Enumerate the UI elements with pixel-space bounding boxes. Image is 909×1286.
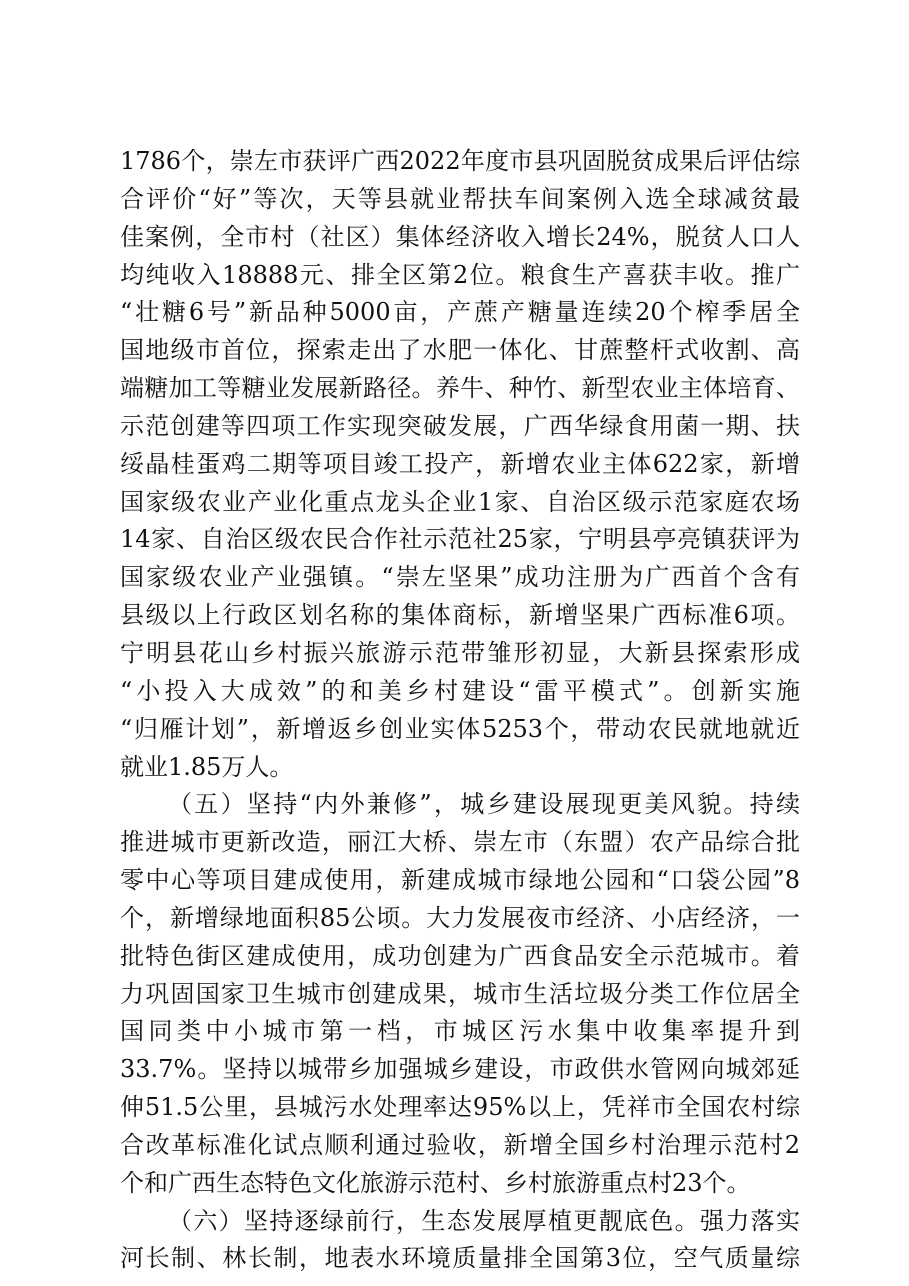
- section-heading-line: （六）坚持逐绿前行，生态发展厚植更靓底色。强力落实: [168, 1206, 800, 1235]
- text-line: 佳案例，全市村（社区）集体经济收入增长24%，脱贫人口人: [120, 222, 800, 251]
- paragraph-2: [120, 786, 800, 1202]
- paragraph-3: [120, 1203, 800, 1279]
- text-line: 国家级农业产业强镇。“崇左坚果”成功注册为广西首个含有: [120, 563, 800, 592]
- text-line: 推进城市更新改造，丽江大桥、崇左市（东盟）农产品综合批: [120, 828, 800, 857]
- text-line: 个和广西生态特色文化旅游示范村、乡村旅游重点村23个。: [120, 1168, 751, 1197]
- text-line: 国家级农业产业化重点龙头企业1家、自治区级示范家庭农场: [120, 487, 800, 516]
- section-heading-line: （五）坚持“内外兼修”，城乡建设展现更美风貌。持续: [168, 790, 800, 819]
- text-line: “小投入大成效”的和美乡村建设“雷平模式”。创新实施: [120, 676, 800, 705]
- text-line: 国地级市首位，探索走出了水肥一体化、甘蔗整杆式收割、高: [120, 336, 800, 365]
- text-line: 端糖加工等糖业发展新路径。养牛、种竹、新型农业主体培育、: [120, 374, 800, 403]
- text-line: 1786个，崇左市获评广西2022年度市县巩固脱贫成果后评估综: [120, 147, 800, 175]
- text-line: 力巩固国家卫生城市创建成果，城市生活垃圾分类工作位居全: [120, 979, 800, 1008]
- text-line: 宁明县花山乡村振兴旅游示范带雏形初显，大新县探索形成: [120, 638, 800, 667]
- text-line: 国同类中小城市第一档，市城区污水集中收集率提升到: [120, 1017, 800, 1046]
- document-body: [120, 143, 800, 1278]
- text-line: 14家、自治区级农民合作社示范社25家，宁明县亭亮镇获评为: [120, 525, 800, 554]
- text-line: 就业1.85万人。: [120, 752, 294, 781]
- text-line: “壮糖6号”新品种5000亩，产蔗产糖量连续20个榨季居全: [120, 298, 800, 327]
- paragraph-1: [120, 143, 800, 786]
- text-line: 县级以上行政区划名称的集体商标，新增坚果广西标准6项。: [120, 601, 800, 630]
- text-line: 均纯收入18888元、排全区第2位。粮食生产喜获丰收。推广: [120, 260, 800, 289]
- text-line: “归雁计划”，新增返乡创业实体5253个，带动农民就地就近: [120, 714, 800, 743]
- text-line: 批特色街区建成使用，成功创建为广西食品安全示范城市。着: [120, 941, 800, 970]
- text-line: 河长制、林长制，地表水环境质量排全国第3位，空气质量综: [120, 1244, 800, 1273]
- text-line: 合评价“好”等次，天等县就业帮扶车间案例入选全球减贫最: [120, 184, 800, 213]
- text-line: 零中心等项目建成使用，新建成城市绿地公园和“口袋公园”8: [120, 866, 800, 895]
- text-line: 个，新增绿地面积85公顷。大力发展夜市经济、小店经济，一: [120, 903, 800, 932]
- text-line: 33.7%。坚持以城带乡加强城乡建设，市政供水管网向城郊延: [120, 1055, 800, 1084]
- text-line: 示范创建等四项工作实现突破发展，广西华绿食用菌一期、扶: [120, 411, 800, 440]
- text-line: 合改革标准化试点顺利通过验收，新增全国乡村治理示范村2: [120, 1130, 800, 1159]
- text-line: 伸51.5公里，县城污水处理率达95%以上，凭祥市全国农村综: [120, 1093, 800, 1122]
- text-line: 绥晶桂蛋鸡二期等项目竣工投产，新增农业主体622家，新增: [120, 449, 800, 478]
